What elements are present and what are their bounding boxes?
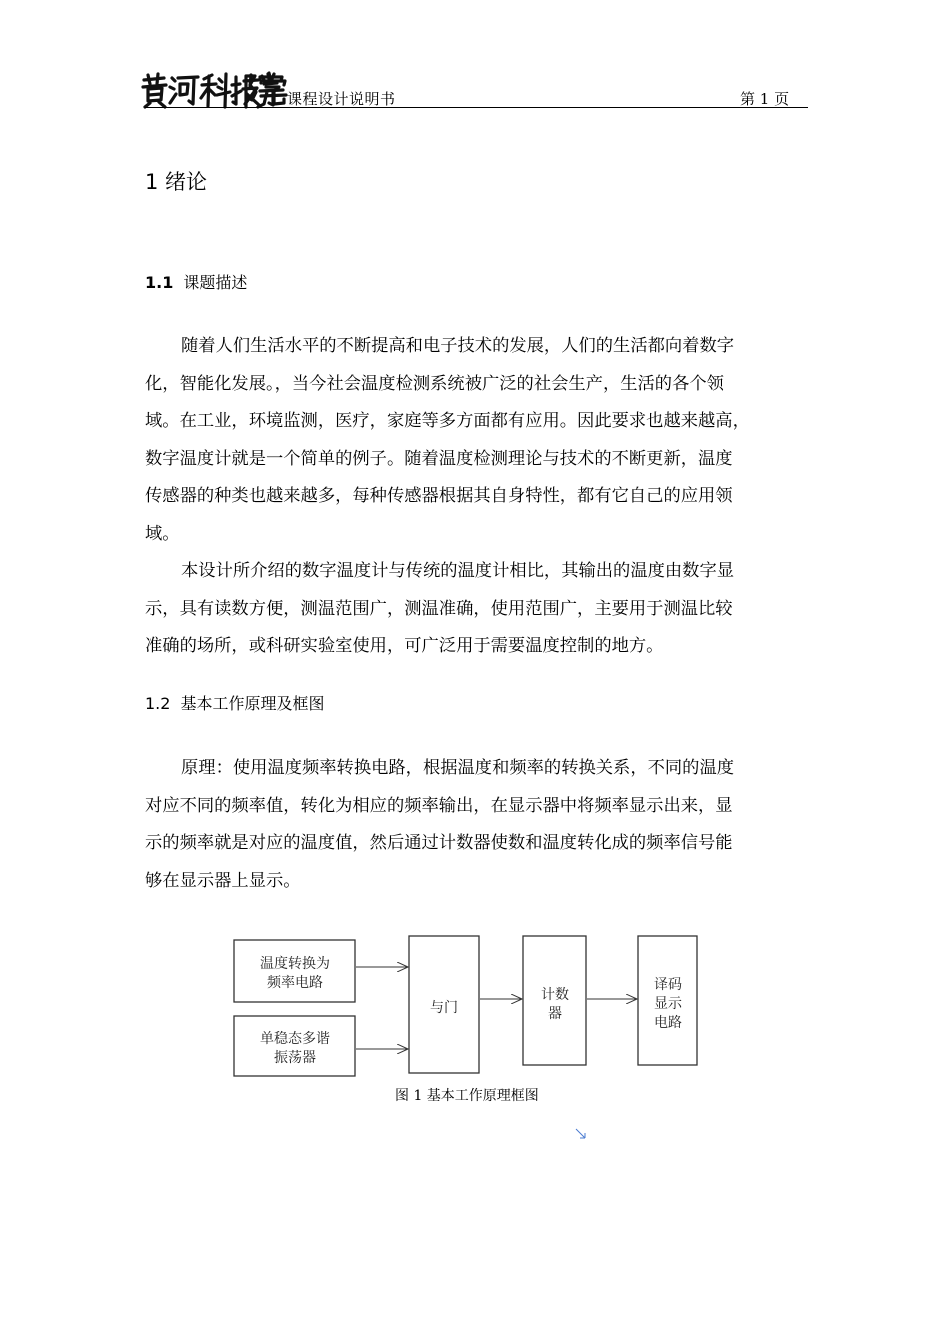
section-title: 基本工作原理及框图 — [180, 694, 325, 713]
section-number: 1.1 — [145, 273, 174, 292]
paragraph-3 — [145, 750, 815, 900]
block-label: 单稳态多谐 — [260, 1031, 330, 1047]
paragraph-2 — [145, 553, 815, 666]
section-heading-1-1 — [145, 270, 247, 293]
block-label: 显示 — [654, 996, 682, 1012]
section-number: 1.2 — [145, 694, 171, 713]
university-logo-char-6 — [242, 70, 288, 110]
paragraph-line: 域。 — [145, 523, 180, 544]
paragraph-line: 原理：使用温度频率转换电路，根据温度和频率的转换关系，不同的温度 — [181, 758, 735, 778]
figure-caption: 图 1 基本工作原理框图 — [395, 1088, 539, 1104]
paragraph-line: 随着人们生活水平的不断提高和电子技术的发展，人们的生活都向着数字 — [181, 336, 735, 356]
paragraph-line: 对应不同的频率值，转化为相应的频率输出，在显示器中将频率显示出来，显 — [145, 795, 733, 816]
block-label: 振荡器 — [274, 1050, 316, 1066]
block-label: 译码 — [654, 977, 682, 993]
block-label: 频率电路 — [267, 975, 323, 991]
course-title: 课程设计说明书 — [287, 90, 396, 108]
chapter-title: 1 绪论 — [145, 170, 208, 194]
paragraph-line: 准确的场所，或科研实验室使用，可广泛用于需要温度控制的地方。 — [145, 636, 664, 656]
section-title: 课题描述 — [183, 273, 248, 292]
paragraph-line: 域。在工业，环境监测，医疗，家庭等多方面都有应用。因此要求也越来越高， — [145, 411, 750, 431]
block-label: 计数 — [541, 987, 569, 1003]
paragraph-line: 够在显示器上显示。 — [145, 870, 301, 891]
block-label: 器 — [548, 1006, 562, 1022]
paragraph-line: 传感器的种类也越来越多，每种传感器根据其自身特性，都有它自己的应用领 — [145, 486, 733, 506]
paragraph-1 — [145, 328, 815, 553]
cursor-arrow-icon — [574, 1127, 588, 1141]
paragraph-line: 本设计所介绍的数字温度计与传统的温度计相比，其输出的温度由数字显 — [181, 561, 735, 581]
section-heading-1-2 — [145, 691, 324, 714]
block-label: 电路 — [654, 1015, 682, 1031]
page-number: 第 1 页 — [740, 90, 790, 108]
paragraph-line: 化，智能化发展。，当今社会温度检测系统被广泛的社会生产，生活的各个领 — [145, 373, 724, 394]
block-diagram — [225, 928, 715, 1083]
paragraph-line: 数字温度计就是一个简单的例子。随着温度检测理论与技术的不断更新，温度 — [145, 448, 733, 469]
header-rule — [145, 107, 808, 108]
block-label: 与门 — [430, 1000, 458, 1016]
paragraph-line: 示，具有读数方便，测温范围广，测温准确，使用范围广，主要用于测温比较 — [145, 598, 733, 619]
block-label: 温度转换为 — [260, 956, 330, 972]
paragraph-line: 示的频率就是对应的温度值，然后通过计数器使数和温度转化成的频率信号能 — [145, 833, 733, 853]
